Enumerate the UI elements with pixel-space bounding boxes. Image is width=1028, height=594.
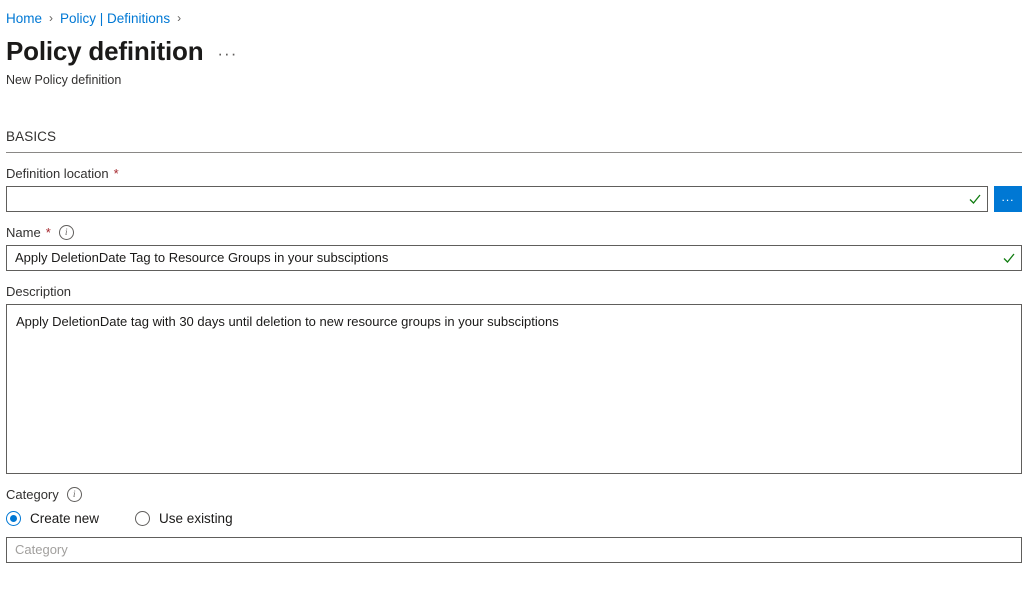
name-label: Name bbox=[6, 224, 41, 240]
required-asterisk: * bbox=[113, 165, 119, 181]
category-radio-group bbox=[6, 511, 1022, 526]
more-options-icon[interactable]: ··· bbox=[217, 43, 238, 63]
radio-create-new-label: Create new bbox=[30, 510, 100, 526]
definition-location-label: Definition location bbox=[6, 165, 109, 181]
name-textbox[interactable] bbox=[6, 245, 1022, 271]
description-textarea-wrap[interactable] bbox=[6, 304, 1022, 474]
info-icon[interactable]: i bbox=[59, 225, 74, 240]
required-asterisk: * bbox=[45, 224, 51, 240]
category-label: Category bbox=[6, 486, 59, 502]
checkmark-icon bbox=[963, 192, 987, 206]
checkmark-icon bbox=[997, 251, 1021, 265]
radio-dot-icon bbox=[135, 511, 150, 526]
description-textarea[interactable] bbox=[7, 305, 1021, 473]
breadcrumb bbox=[6, 0, 1022, 28]
page-subtitle: New Policy definition bbox=[6, 72, 122, 87]
field-definition-location bbox=[6, 166, 1022, 212]
definition-location-input-row bbox=[6, 186, 1022, 212]
browse-definition-location-button[interactable]: ... bbox=[994, 186, 1022, 212]
name-label-row bbox=[6, 225, 1022, 240]
title-row bbox=[6, 37, 1022, 66]
radio-use-existing-label: Use existing bbox=[159, 510, 233, 526]
category-input[interactable] bbox=[7, 538, 1021, 562]
name-input[interactable] bbox=[7, 246, 997, 270]
radio-create-new[interactable] bbox=[6, 511, 99, 526]
definition-location-textbox[interactable] bbox=[6, 186, 988, 212]
description-label: Description bbox=[6, 283, 72, 299]
definition-location-input[interactable] bbox=[7, 187, 963, 211]
section-divider bbox=[6, 152, 1022, 153]
field-description bbox=[6, 284, 1022, 474]
page-title: Policy definition bbox=[6, 36, 204, 66]
category-textbox[interactable] bbox=[6, 537, 1022, 563]
radio-use-existing[interactable] bbox=[135, 511, 233, 526]
radio-dot-icon bbox=[6, 511, 21, 526]
info-icon[interactable]: i bbox=[67, 487, 82, 502]
breadcrumb-item-policy-definitions[interactable]: Policy | Definitions bbox=[60, 10, 171, 26]
definition-location-label-row bbox=[6, 166, 1022, 181]
field-category bbox=[6, 487, 1022, 563]
breadcrumb-separator-icon-2: › bbox=[177, 11, 182, 25]
section-header-basics: BASICS bbox=[6, 128, 57, 144]
breadcrumb-separator-icon: › bbox=[49, 11, 54, 25]
category-label-row bbox=[6, 487, 1022, 502]
field-name bbox=[6, 225, 1022, 271]
breadcrumb-item-home[interactable]: Home bbox=[6, 10, 43, 26]
description-label-row bbox=[6, 284, 1022, 299]
